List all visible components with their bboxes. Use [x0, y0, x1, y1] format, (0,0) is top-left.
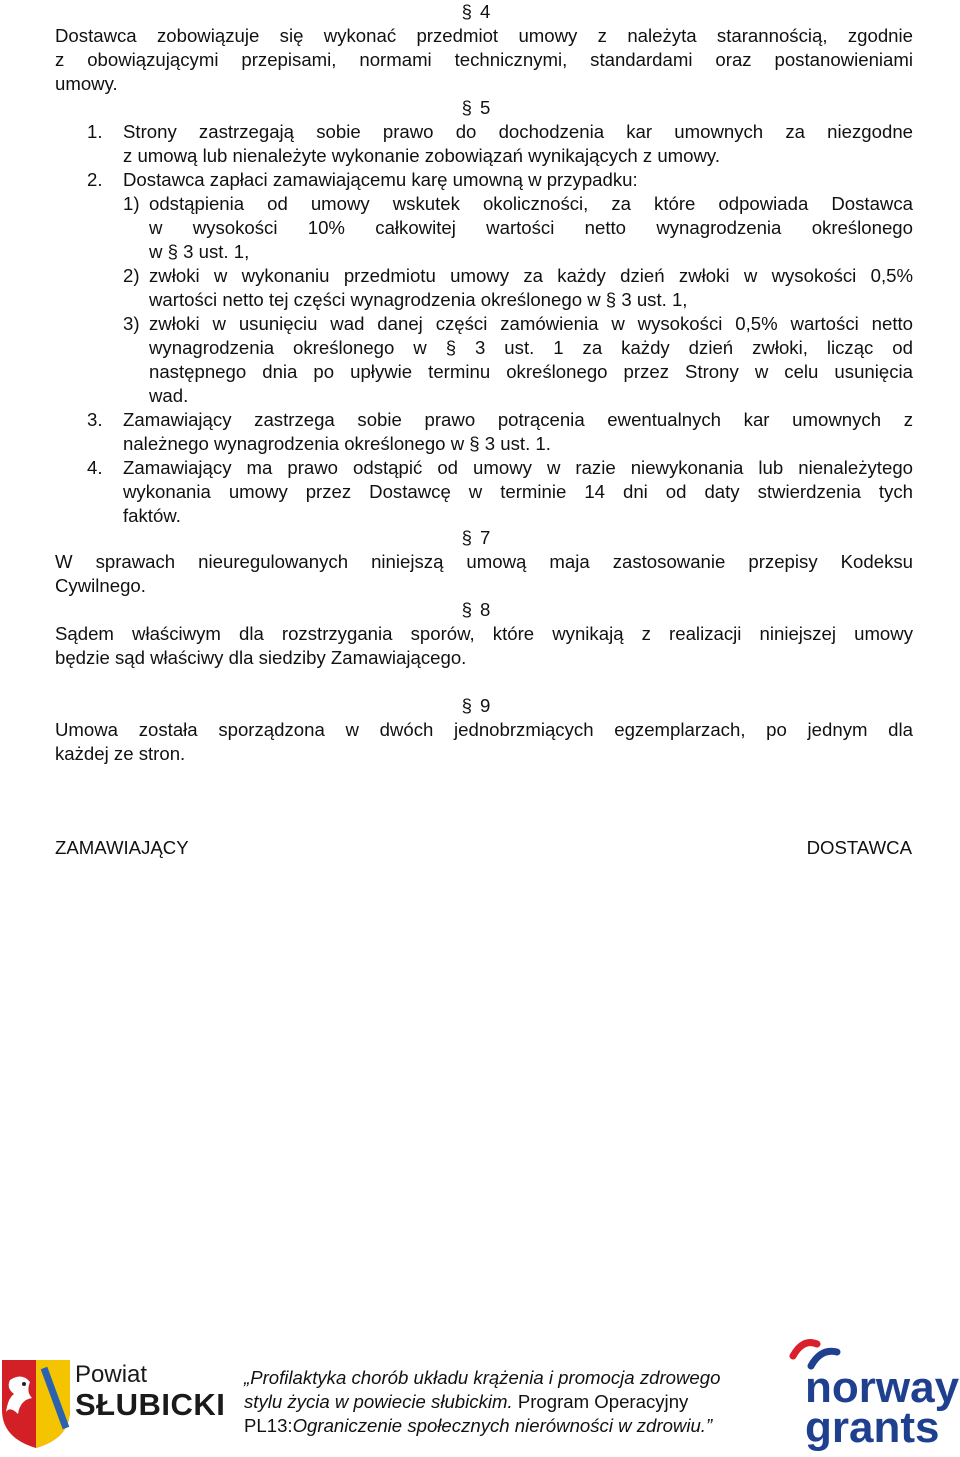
- list-item: 3) zwłoki w usunięciu wad danej części zamówienia w wysokości 0,5% wartości netto wynagrodzenia określonego w § 3 ust. 1 za każdy dzień zwłoki, licząc od następnego dnia po upływie terminu określonego przez Strony w celu usunięcia wad.: [123, 313, 913, 406]
- list-item: 4. Zamawiający ma prawo odstąpić od umowy w razie niewykonania lub nienależytego wykonania umowy przez Dostawcę w terminie 14 dni od daty stwierdzenia tych faktów.: [87, 457, 913, 526]
- list-item: 1) odstąpienia od umowy wskutek okoliczności, za które odpowiada Dostawca w wysokości 10% całkowitej wartości netto wynagrodzenia określonego w § 3 ust. 1,: [123, 193, 913, 262]
- coat-of-arms-icon: [0, 1358, 72, 1450]
- norway-grants-logo: norway grants: [785, 1336, 960, 1454]
- section-heading-7: § 7: [461, 527, 491, 548]
- project-caption: „Profilaktyka chorób układu krążenia i promocja zdrowego stylu życia w powiecie słubickim. Program Operacyjny PL13:Ograniczenie społecznych nierówności w zdrowiu.”: [244, 1367, 721, 1436]
- list-item: 2) zwłoki w wykonaniu przedmiotu umowy za każdy dzień zwłoki w wysokości 0,5% wartości netto tej części wynagrodzenia określonego w § 3 ust. 1,: [123, 265, 913, 310]
- section-9-text: Umowa została sporządzona w dwóch jednobrzmiących egzemplarzach, po jednym dla każdej ze stron.: [55, 719, 913, 764]
- powiat-slubicki-logo: [0, 1354, 230, 1454]
- list-item: 3. Zamawiający zastrzega sobie prawo potrącenia ewentualnych kar umownych z należnego wynagrodzenia określonego w § 3 ust. 1.: [87, 409, 913, 454]
- section-heading-9: § 9: [461, 695, 491, 716]
- signature-dostawca: DOSTAWCA: [806, 837, 912, 858]
- section-4-text: Dostawca zobowiązuje się wykonać przedmiot umowy z należyta starannością, zgodnie z obowiązującymi przepisami, normami technicznymi, standardami oraz postanowieniami umowy.: [55, 25, 913, 94]
- section-8-text: Sądem właściwym dla rozstrzygania sporów, które wynikają z realizacji niniejszej umowy będzie sąd właściwy dla siedziby Zamawiającego.: [55, 623, 913, 668]
- powiat-logo-text: Powiat SŁUBICKI: [75, 1361, 226, 1422]
- list-item: 1. Strony zastrzegają sobie prawo do dochodzenia kar umownych za niezgodne z umową lub nienależyte wykonanie zobowiązań wynikających z umowy.: [87, 121, 913, 166]
- section-heading-5: § 5: [461, 97, 491, 118]
- section-heading-8: § 8: [461, 599, 491, 620]
- signature-zamawiajacy: ZAMAWIAJĄCY: [55, 837, 189, 858]
- sub-list: [123, 192, 913, 408]
- section-5-list: [87, 120, 913, 528]
- list-item: 2. Dostawca zapłaci zamawiającemu karę umowną w przypadku: 1) odstąpienia od umowy wskutek okoliczności, za które odpowiada Dostawca w wysokości 10% całkowitej wartości netto wynagrodzenia określonego w § 3 ust. 1, 2) zwłoki w wykonaniu przedmiotu umowy za każdy dzień zwłoki w wysokości 0,5% wartości netto tej części wynagrodzenia określonego w § 3 ust. 1, 3) zwłoki w usunięciu wad danej części zamówienia w wysokości 0,5% wartości netto wynagrodzenia określonego w § 3 ust. 1 za każdy dzień zwłoki, licząc od następnego dnia po upływie terminu określonego przez Strony w celu usunięcia wad.: [87, 169, 913, 406]
- section-7-text: W sprawach nieuregulowanych niniejszą umową maja zastosowanie przepisy Kodeksu Cywilnego.: [55, 551, 913, 596]
- section-heading-4: § 4: [461, 1, 491, 22]
